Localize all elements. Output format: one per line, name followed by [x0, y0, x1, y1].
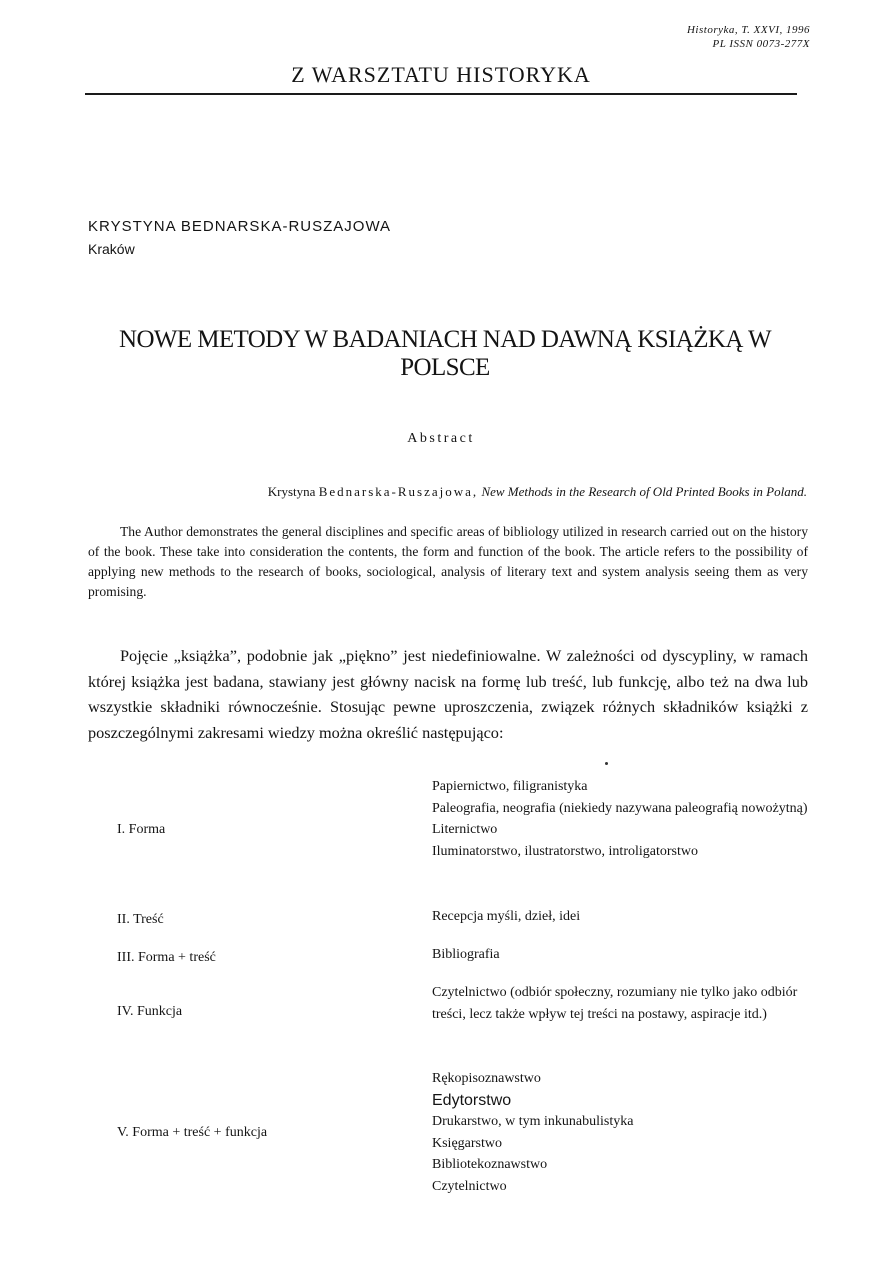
author-name: KRYSTYNA BEDNARSKA-RUSZAJOWA	[88, 218, 392, 235]
table-row-label: III. Forma + treść	[117, 950, 216, 965]
citation-surname: Bednarska-Ruszajowa,	[318, 484, 479, 499]
table-item: Recepcja myśli, dzieł, idei	[432, 909, 581, 924]
table-item: Edytorstwo	[432, 1091, 512, 1109]
stray-dot	[605, 762, 608, 765]
journal-volume: Historyka, T. XXVI, 1996	[686, 24, 810, 36]
header-rule	[85, 93, 797, 95]
table-item: Czytelnictwo	[432, 1178, 507, 1194]
table-row-label: V. Forma + treść + funkcja	[117, 1125, 268, 1140]
table-item: Bibliotekoznawstwo	[432, 1157, 548, 1172]
article-title: NOWE METODY W BADANIACH NAD DAWNĄ KSIĄŻKĄ W POLSCE	[118, 326, 771, 381]
table-row-label: II. Treść	[117, 912, 164, 927]
table-item: Rękopisoznawstwo	[432, 1071, 541, 1086]
abstract-citation	[95, 484, 807, 500]
section-title: Z WARSZTATU HISTORYKA	[291, 62, 591, 87]
journal-issn: PL ISSN 0073-277X	[712, 38, 810, 50]
table-row-label: I. Forma	[117, 822, 166, 837]
author-city: Kraków	[88, 241, 135, 257]
citation-title: New Methods in the Research of Old Printed Books in Poland.	[481, 484, 807, 499]
table-row-items	[432, 982, 810, 1025]
body-paragraph: Pojęcie „książka”, podobnie jak „piękno” jest niedefiniowalne. W zależności od dyscypliny, w ramach której książka jest badana, stawiany jest główny nacisk na formę lub treść, lub funkcję, albo też na dwa lub wszystkie składniki równocześnie. Stosując pewne uproszczenia, związek różnych składników książki z poszczególnymi zakresami wiedzy można określić następująco:	[88, 646, 808, 742]
abstract-text: The Author demonstrates the general disciplines and specific areas of bibliology utilized in research carried out on the history of the book. These take into consideration the contents, the form and function of the book. The article refers to the possibility of applying new methods to the research of books, sociological, analysis of literary text and system analysis seeing them as very promising.	[88, 524, 808, 599]
table-row-label: IV. Funkcja	[117, 1004, 183, 1019]
abstract-heading: Abstract	[407, 431, 475, 446]
table-row-items	[432, 906, 810, 928]
table-item: Iluminatorstwo, ilustratorstwo, introligatorstwo	[432, 843, 698, 859]
table-item: Czytelnictwo (odbiór społeczny, rozumiany nie tylko jako odbiór treści, lecz także wpływ tej treści na postawy, aspiracje itd.)	[432, 985, 798, 1022]
table-item: Bibliografia	[432, 947, 500, 962]
journal-info	[687, 23, 810, 51]
citation-first-name: Krystyna	[267, 484, 316, 499]
table-row-items	[432, 944, 810, 966]
table-item: Paleografia, neografia (niekiedy nazywana paleografią nowożytną)	[432, 800, 808, 816]
table-item: Papiernictwo, filigranistyka	[432, 779, 588, 794]
table-item: Księgarstwo	[432, 1135, 502, 1151]
table-item: Drukarstwo, w tym inkunabulistyka	[432, 1114, 634, 1129]
table-item: Liternictwo	[432, 822, 498, 837]
table-row-items	[432, 776, 810, 862]
table-row-items	[432, 1068, 810, 1197]
